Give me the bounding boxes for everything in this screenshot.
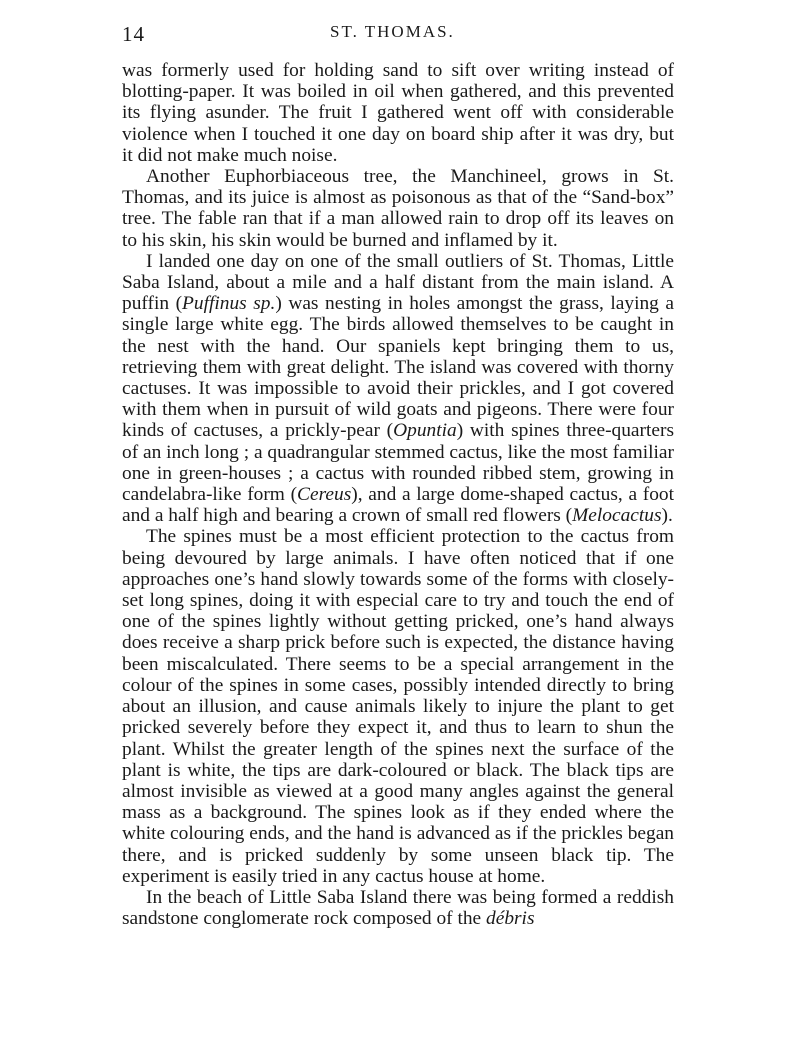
paragraph xyxy=(122,251,674,527)
book-page xyxy=(122,18,674,929)
paragraph xyxy=(122,526,674,886)
text-run: In the beach of Little Saba Island there was being formed a reddish sandstone conglomerate rock composed of the xyxy=(122,886,674,930)
italic-term: Opuntia xyxy=(393,420,457,442)
text-run: Another Euphorbiaceous tree, the Manchineel, grows in St. Thomas, and its juice is almost as poisonous as that of the “Sand-box” tree. The fable ran that if a man allowed rain to drop off its leaves on to his skin, his skin would be burned and inflamed by it. xyxy=(122,166,674,251)
paragraph xyxy=(122,60,674,166)
italic-term: Cereus xyxy=(297,484,352,506)
text-run: ) with spines three-quarters of an inch long ; a quadrangular stemmed cactus, like the most familiar one in green-houses ; a cactus with rounded ribbed stem, growing in candelabra-like form ( xyxy=(122,420,674,506)
text-run: I landed one day on one of the small outliers of St. Thomas, Little Saba Island, about a mile and a half distant from the main island. A puffin ( xyxy=(122,250,674,315)
running-head: ST. THOMAS. xyxy=(330,22,455,41)
italic-term: Puffinus sp. xyxy=(182,293,276,315)
page-header xyxy=(122,18,674,48)
italic-term: Melocactus xyxy=(572,505,662,527)
paragraph xyxy=(122,166,674,251)
text-run: was formerly used for holding sand to sift over writing instead of blotting-paper. It was boiled in oil when gathered, and this prevented its flying asunder. The fruit I gathered went off with considerable violence when I touched it one day on board ship after it was dry, but it did not make much noise. xyxy=(122,60,674,166)
page-number: 14 xyxy=(122,22,145,46)
text-run: ). xyxy=(661,505,673,527)
text-run: The spines must be a most efficient protection to the cactus from being devoured by large animals. I have often noticed that if one approaches one’s hand slowly towards some of the forms with closely-set long spines, doing it with especial care to try and touch the end of one of the spines lightly without getting pricked, one’s hand always does receive a sharp prick before such is expected, the distance having been miscalculated. There seems to be a special arrangement in the colour of the spines in some cases, possibly intended directly to bring about an illusion, and cause animals likely to injure the plant to get pricked severely before they expect it, and thus to learn to shun the plant. Whilst the greater length of the spines next the surface of the plant is white, the tips are dark-coloured or black. The black tips are almost invisible as viewed at a good many angles against the general mass as a background. The spines look as if they ended where the white colouring ends, and the hand is advanced as if the prickles began there, and is pricked suddenly by some unseen black tip. The experiment is easily tried in any cactus house at home. xyxy=(122,526,674,887)
paragraph xyxy=(122,887,674,929)
text-run: ) was nesting in holes amongst the grass, laying a single large white egg. The birds allowed themselves to be caught in the nest with the hand. Our spaniels kept bringing them to us, retrieving them with great delight. The island was covered with thorny cactuses. It was impossible to avoid their prickles, and I got covered with them when in pursuit of wild goats and pigeons. There were four kinds of cactuses, a prickly-pear ( xyxy=(122,293,675,442)
italic-term: débris xyxy=(486,908,535,930)
text-run: ), and a large dome-shaped cactus, a foot and a half high and bearing a crown of small red flowers ( xyxy=(122,484,674,527)
body-text xyxy=(122,60,674,929)
